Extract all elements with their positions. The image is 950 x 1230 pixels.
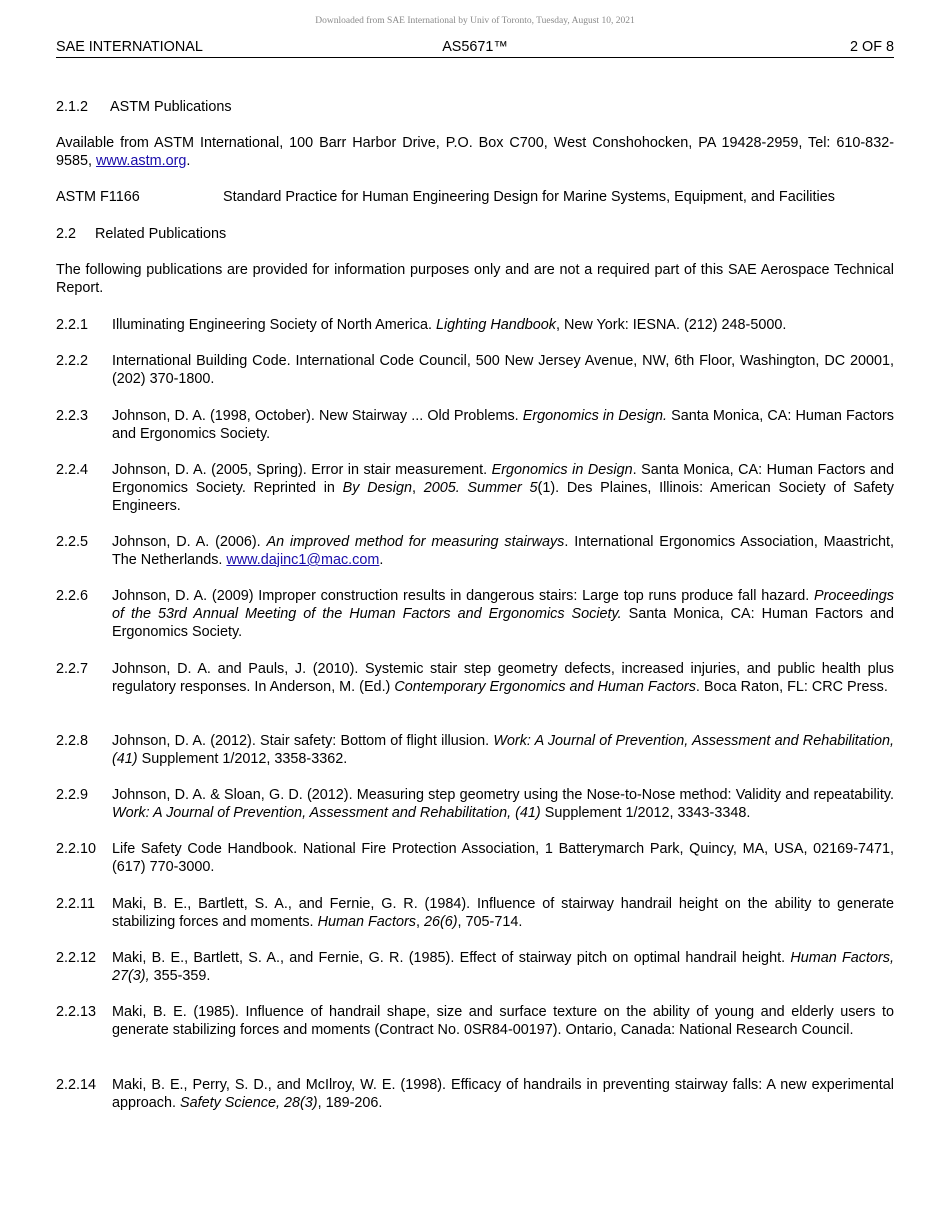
astm-f1166-description: Standard Practice for Human Engineering Design for Marine Systems, Equipment, and Facilities <box>223 189 835 205</box>
reference-2-2-5: 2.2.5 Johnson, D. A. (2006). An improved method for measuring stairways. International Ergonomics Association, Maastricht, The Netherlands. www.dajinc1@mac.com. <box>56 534 895 568</box>
reference-2-2-12: 2.2.12 Maki, B. E., Bartlett, S. A., and Fernie, G. R. (1985). Effect of stairway pitch on optimal handrail height. Human Factors, 27(3), 355-359. <box>56 950 894 984</box>
download-watermark: Downloaded from SAE International by Univ of Toronto, Tuesday, August 10, 2021 <box>315 16 635 26</box>
section-2-2-heading <box>56 225 894 243</box>
section-title: ASTM Publications <box>110 99 232 115</box>
section-title: Related Publications <box>95 226 227 242</box>
dajinc-email-link[interactable]: www.dajinc1@mac.com <box>226 552 380 568</box>
header-org: SAE INTERNATIONAL <box>56 39 203 55</box>
reference-2-2-9: 2.2.9 Johnson, D. A. & Sloan, G. D. (2012). Measuring step geometry using the Nose-to-Nose method: Validity and repeatability. Work: A Journal of Prevention, Assessment and Rehabilitation, (41) Supplement 1/2012, 3343-3348. <box>56 787 894 821</box>
astm-website-link[interactable]: www.astm.org <box>96 153 187 169</box>
section-2-1-2-heading <box>56 98 894 116</box>
reference-2-2-6: 2.2.6 Johnson, D. A. (2009) Improper construction results in dangerous stairs: Large top runs produce fall hazard. Proceedings of the 53rd Annual Meeting of the Human Factors and Ergonomics Society. Santa Monica, CA: Human Factors and Ergonomics Society. <box>56 588 895 640</box>
reference-2-2-2: 2.2.2 International Building Code. International Code Council, 500 New Jersey Avenue, NW, 6th Floor, Washington, DC 20001, (202) 370-1800. <box>56 353 894 387</box>
reference-2-2-1: 2.2.1 Illuminating Engineering Society of North America. Lighting Handbook, New York: IESNA. (212) 248-5000. <box>56 317 787 333</box>
page-header <box>56 38 894 58</box>
reference-2-2-8: 2.2.8 Johnson, D. A. (2012). Stair safety: Bottom of flight illusion. Work: A Journal of Prevention, Assessment and Rehabilitation, (41) Supplement 1/2012, 3358-3362. <box>56 733 894 767</box>
reference-2-2-10: 2.2.10 Life Safety Code Handbook. National Fire Protection Association, 1 Batterymarch Park, Quincy, MA, USA, 02169-7471, (617) 770-3000. <box>56 841 894 875</box>
reference-2-2-3: 2.2.3 Johnson, D. A. (1998, October). New Stairway ... Old Problems. Ergonomics in Design. Santa Monica, CA: Human Factors and Ergonomics Society. <box>56 408 894 442</box>
astm-f1166-code: ASTM F1166 <box>56 189 140 205</box>
header-page-number: 2 OF 8 <box>850 39 894 55</box>
related-publications-intro: The following publications are provided for information purposes only and are not a required part of this SAE Aerospace Technical Report. <box>56 262 894 296</box>
reference-2-2-14: 2.2.14 Maki, B. E., Perry, S. D., and McIlroy, W. E. (1998). Efficacy of handrails in preventing stairway falls: A new experimental approach. Safety Science, 28(3), 189-206. <box>56 1077 894 1111</box>
reference-2-2-13: 2.2.13 Maki, B. E. (1985). Influence of handrail shape, size and surface texture on the ability of young and elderly users to generate stabilizing forces and moments (Contract No. 0SR84-00197). Ontario, Canada: National Research Council. <box>56 1004 894 1038</box>
reference-2-2-11: 2.2.11 Maki, B. E., Bartlett, S. A., and Fernie, G. R. (1984). Influence of stairway handrail height on the ability to generate stabilizing forces and moments. Human Factors, 26(6), 705-714. <box>56 896 894 930</box>
section-number: 2.1.2 <box>56 99 89 115</box>
reference-2-2-4: 2.2.4 Johnson, D. A. (2005, Spring). Error in stair measurement. Ergonomics in Design. Santa Monica, CA: Human Factors and Ergonomics Society. Reprinted in By Design, 2005. Summer 5(1). Des Plaines, Illinois: American Society of Safety Engineers. <box>56 462 894 514</box>
header-doc-id: AS5671™ <box>442 39 508 55</box>
reference-2-2-7: 2.2.7 Johnson, D. A. and Pauls, J. (2010). Systemic stair step geometry defects, increased injuries, and public health plus regulatory responses. In Anderson, M. (Ed.) Contemporary Ergonomics and Human Factors. Boca Raton, FL: CRC Press. <box>56 661 894 695</box>
astm-availability-paragraph: Available from ASTM International, 100 Barr Harbor Drive, P.O. Box C700, West Conshohocken, PA 19428-2959, Tel: 610-832-9585, www.astm.org. <box>56 135 894 169</box>
section-number: 2.2 <box>56 226 77 242</box>
